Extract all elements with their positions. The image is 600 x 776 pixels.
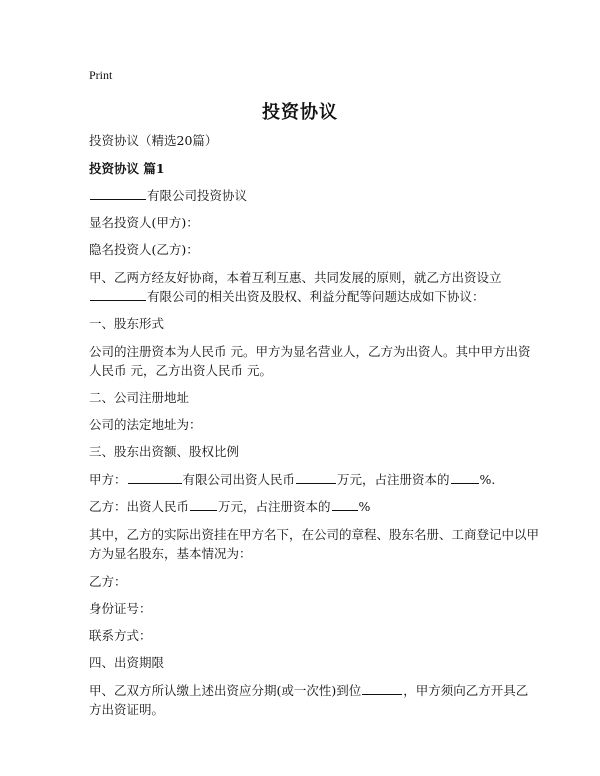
party-a-capital-line [89,469,519,490]
clause-4-text-1 [89,680,529,701]
clause-2-text: 公司的法定地址为： [89,417,202,432]
contact-label: 联系方式： [89,628,152,643]
print-label: Print [89,68,113,82]
clause-3-text-1: 其中，乙方的实际出资挂在甲方名下，在公司的章程、股东名册、工商登记中以甲 [89,527,540,542]
clause-4-text-2: 方出资证明。 [89,702,165,717]
clause-3-text-2: 方为显名股东，基本情况为： [89,546,252,561]
party-b-capital-line [89,496,519,517]
party-a-mid2: 万元，占注册资本的 [337,472,450,487]
party-b-prefix: 乙方：出资人民币 [89,499,190,514]
company-agreement-line [89,185,519,206]
document-subtitle: 投资协议（精选20篇） [89,133,218,148]
intro-line-1: 甲、乙两方经友好协商，本着互利互惠、共同发展的原则，就乙方出资设立 [89,270,502,285]
blank-field [190,496,217,511]
blank-field [362,680,402,695]
section-heading: 投资协议 篇1 [89,161,165,176]
id-number-label: 身份证号： [89,601,152,616]
clause-4-text-1a: 甲、乙双方所认缴上述出资应分期(或一次性)到位 [89,683,362,698]
blank-field [90,185,146,200]
party-b-mid: 万元，占注册资本的 [218,499,331,514]
company-agreement-text: 有限公司投资协议 [147,188,248,203]
intro-line-2 [89,286,519,307]
clause-1-text-2: 人民币 元，乙方出资人民币 元。 [89,363,272,378]
clause-3-title: 三、股东出资额、股权比例 [89,444,240,459]
blank-field [296,469,336,484]
hidden-investor-line: 隐名投资人(乙方)： [89,242,199,257]
party-a-prefix: 甲方： [89,472,127,487]
party-a-mid1: 有限公司出资人民币 [182,472,296,487]
blank-field [451,469,479,484]
nominal-investor-line: 显名投资人(甲方)： [89,215,199,230]
clause-1-title: 一、股东形式 [89,316,165,331]
clause-4-text-1b: ，甲方须向乙方开具乙 [403,683,529,698]
blank-field [332,496,358,511]
clause-4-title: 四、出资期限 [89,655,165,670]
clause-1-text-1: 公司的注册资本为人民币 元。甲方为显名营业人，乙方为出资人。其中甲方出资 [89,344,531,359]
party-a-suffix: %. [479,472,496,487]
blank-field [128,469,182,484]
party-b-suffix: % [358,499,371,514]
document-title: 投资协议 [262,102,338,123]
clause-2-title: 二、公司注册地址 [89,390,190,405]
party-b-label: 乙方： [89,574,127,589]
intro-line-2-text: 有限公司的相关出资及股权、利益分配等问题达成如下协议： [147,289,485,304]
blank-field [90,286,146,301]
